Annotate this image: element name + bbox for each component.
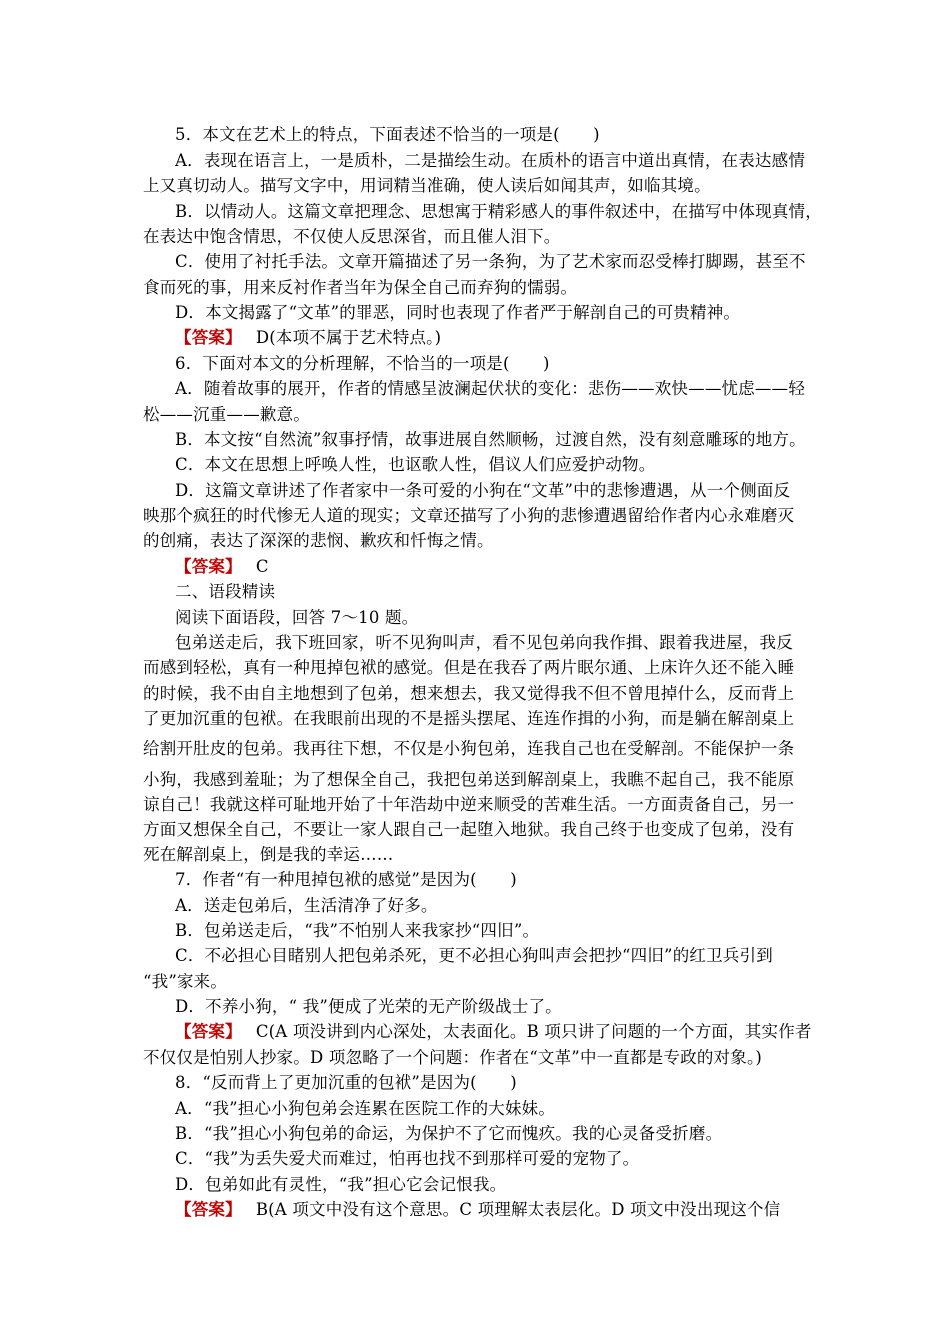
line-text: C(A 项没讲到内心深处，太表面化。B 项只讲了问题的一个方面，其实作者 xyxy=(255,1022,812,1041)
line-text: D．包弟如此有灵性，“我”担心它会记恨我。 xyxy=(175,1175,507,1194)
answer-label: 【答案】 xyxy=(175,1200,242,1219)
line-text: A．随着故事的展开，作者的情感呈波澜起伏状的变化：悲伤——欢快——忧虑——轻 xyxy=(175,379,806,398)
line-text: 了更加沉重的包袱。在我眼前出现的不是摇头摆尾、连连作揖的小狗，而是躺在解剖桌上 xyxy=(143,709,795,728)
line-text: B(A 项文中没有这个意思。C 项理解太表层化。D 项文中没出现这个信 xyxy=(255,1200,781,1219)
line-text: D．不养小狗，“ 我”便成了光荣的无产阶级战士了。 xyxy=(175,997,562,1016)
line-text: B．本文按“自然流”叙事抒情，故事进展自然顺畅，过渡自然，没有刻意雕琢的地方。 xyxy=(175,430,806,449)
text-line xyxy=(143,735,794,759)
text-line xyxy=(143,816,794,840)
line-text: 的创痛，表达了深深的悲悯、歉疚和忏悔之情。 xyxy=(143,531,494,550)
text-line xyxy=(175,477,790,501)
line-text: C．本文在思想上呼唤人性，也讴歌人性，倡议人们应爱护动物。 xyxy=(175,455,656,474)
line-text: B．“我”担心小狗包弟的命运，为保护不了它而愧疚。我的心灵备受折磨。 xyxy=(175,1124,723,1143)
line-text: C．使用了衬托手法。文章开篇描述了另一条狗，为了艺术家而忍受棒打脚踢，甚至不 xyxy=(175,252,806,271)
line-text: 映那个疯狂的时代惨无人道的现实；文章还描写了小狗的悲惨遭遇留给作者内心永难磨灭 xyxy=(143,506,795,525)
text-line xyxy=(143,766,794,790)
text-line xyxy=(175,604,418,628)
line-text: 不仅仅是怕别人抄家。D 项忽略了一个问题：作者在“文革”中一直都是专政的对象。) xyxy=(143,1048,763,1067)
text-line xyxy=(175,350,550,374)
line-text: D．这篇文章讲述了作者家中一条可爱的小狗在“文革”中的悲惨遭遇，从一个侧面反 xyxy=(175,481,791,500)
line-text: 谅自己！我就这样可耻地开始了十年浩劫中逆来顺受的苦难生活。一方面责备自己，另一 xyxy=(143,795,795,814)
line-text: 的时候，我不由自主地想到了包弟，想来想去，我又觉得我不但不曾甩掉什么，反而背上 xyxy=(143,684,795,703)
text-line xyxy=(175,121,600,145)
text-line xyxy=(143,401,310,425)
answer-line xyxy=(175,553,269,577)
text-line xyxy=(143,274,577,298)
text-line xyxy=(175,866,517,890)
answer-line xyxy=(175,1196,780,1220)
text-line xyxy=(175,993,562,1017)
text-line xyxy=(143,654,794,678)
line-text: 食而死的事，用来反衬作者当年为保全自己而弃狗的懦弱。 xyxy=(143,278,578,297)
text-line xyxy=(143,680,794,704)
text-line xyxy=(143,791,794,815)
text-line xyxy=(143,1044,762,1068)
answer-line xyxy=(175,1018,812,1042)
text-line xyxy=(175,375,805,399)
line-text: 死在解剖桌上，倒是我的幸运…… xyxy=(143,845,394,864)
answer-label: 【答案】 xyxy=(175,1022,242,1041)
answer-label: 【答案】 xyxy=(175,557,242,576)
text-line xyxy=(175,578,275,602)
line-text: C．不必担心目睹别人把包弟杀死，更不必担心狗叫声会把抄“四旧”的红卫兵引到 xyxy=(175,946,773,965)
text-line xyxy=(175,451,655,475)
text-line xyxy=(175,942,773,966)
text-line xyxy=(175,629,793,653)
line-text: 7．作者“有一种甩掉包袱的感觉”是因为( ) xyxy=(175,870,517,889)
line-text: “我”家来。 xyxy=(143,972,228,991)
text-line xyxy=(143,172,711,196)
text-line xyxy=(143,502,794,526)
line-text: 在表达中饱含情思，不仅使人反思深省，而且催人泪下。 xyxy=(143,227,561,246)
text-line xyxy=(175,147,805,171)
text-line xyxy=(175,426,806,450)
text-line xyxy=(175,1145,639,1169)
line-text: A．送走包弟后，生活清净了好多。 xyxy=(175,896,438,915)
line-text: 方面又想保全自己，不要让一家人跟自己一起堕入地狱。我自己终于也变成了包弟，没有 xyxy=(143,820,795,839)
text-line xyxy=(175,1095,555,1119)
line-text: 8．“反而背上了更加沉重的包袱”是因为( ) xyxy=(175,1073,517,1092)
line-text: 5．本文在艺术上的特点，下面表述不恰当的一项是( ) xyxy=(175,125,600,144)
text-line xyxy=(143,841,394,865)
text-line xyxy=(175,198,822,222)
text-line xyxy=(175,892,438,916)
text-line xyxy=(175,1120,722,1144)
answer-label: 【答案】 xyxy=(175,328,242,347)
text-line xyxy=(175,1069,517,1093)
line-text: D．本文揭露了“文革”的罪恶，同时也表现了作者严于解剖自己的可贵精神。 xyxy=(175,303,741,322)
line-text: B．包弟送走后，“我”不怕别人来我家抄“四旧”。 xyxy=(175,921,540,940)
text-line xyxy=(143,705,794,729)
line-text: 阅读下面语段，回答 7～10 题。 xyxy=(175,608,419,627)
line-text: A．表现在语言上，一是质朴，二是描绘生动。在质朴的语言中道出真情，在表达感情 xyxy=(175,151,806,170)
line-text: 6．下面对本文的分析理解，不恰当的一项是( ) xyxy=(175,354,550,373)
line-text: C．“我”为丢失爱犬而难过，怕再也找不到那样可爱的宠物了。 xyxy=(175,1149,640,1168)
text-line xyxy=(175,248,806,272)
text-line xyxy=(143,968,227,992)
line-text: 而感到轻松，真有一种甩掉包袱的感觉。但是在我吞了两片眠尔通、上床许久还不能入睡 xyxy=(143,658,795,677)
line-text: 给割开肚皮的包弟。我再往下想，不仅是小狗包弟，连我自己也在受解剖。不能保护一条 xyxy=(143,739,795,758)
line-text: 包弟送走后，我下班回家，听不见狗叫声，看不见包弟向我作揖、跟着我进屋，我反 xyxy=(175,633,793,652)
line-text: D(本项不属于艺术特点。) xyxy=(255,328,442,347)
line-text: B．以情动人。这篇文章把理念、思想寓于精彩感人的事件叙述中，在描写中体现真情， xyxy=(175,202,822,221)
answer-line xyxy=(175,324,441,348)
line-text: 上又真切动人。描写文字中，用词精当准确，使人读后如闻其声，如临其境。 xyxy=(143,176,711,195)
line-text: 小狗，我感到羞耻；为了想保全自己，我把包弟送到解剖桌上，我瞧不起自己，我不能原 xyxy=(143,770,795,789)
text-line xyxy=(175,917,539,941)
text-line xyxy=(143,223,561,247)
line-text: 松——沉重——歉意。 xyxy=(143,405,310,424)
text-line xyxy=(143,527,494,551)
line-text: C xyxy=(255,557,269,576)
line-text: A．“我”担心小狗包弟会连累在医院工作的大妹妹。 xyxy=(175,1099,556,1118)
text-line xyxy=(175,299,740,323)
text-line xyxy=(175,1171,506,1195)
line-text: 二、语段精读 xyxy=(175,582,276,601)
